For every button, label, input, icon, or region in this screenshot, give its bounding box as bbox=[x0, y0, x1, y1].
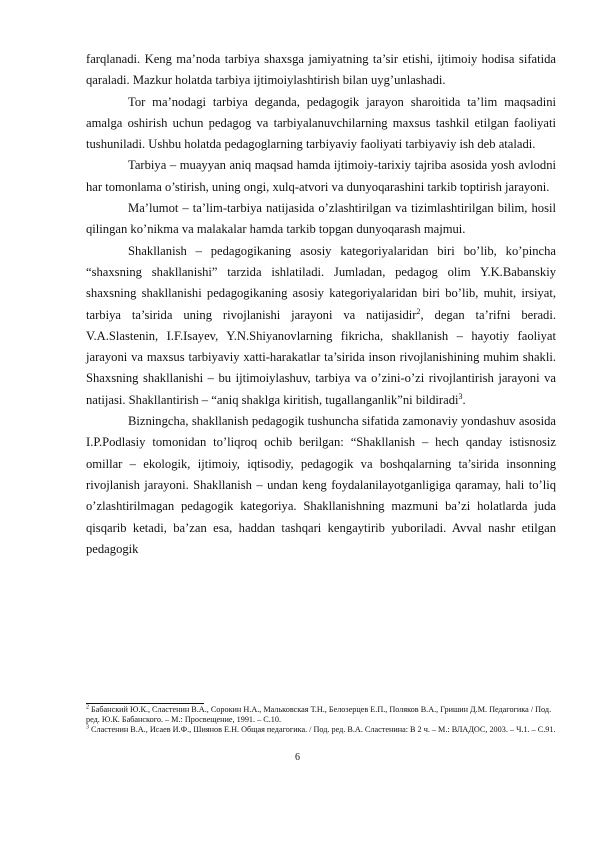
footnote-text: Бабанский Ю.К., Сластенин В.А., Сорокин Н.А., Мальковская Т.Н., Белозерцев Е.П., Поляков В.А., Гришин Д.М. Педагогика / Под. ред. Ю.К. Бабанского. – М.: Просвещение, 1991. – С.10. bbox=[86, 705, 552, 725]
footnote-mark: 2 bbox=[86, 704, 89, 711]
paragraph-text: Shakllanish – pedagogikaning asosiy kategoriyalaridan biri bo’lib, ko’pincha “shaxsning shakllanishi” tarzida ishlatiladi. Jumladan, pedagog olim Y.K.Babanskiy shaxsning shakllanishi pedagogikaning asosiy kategoriyalaridan biri bo’lib, muhit, irsiyat, tarbiya ta’sirida uning rivojlanishi jarayoni va natijasidir bbox=[86, 243, 556, 322]
footnote-ref[interactable]: 2 bbox=[416, 306, 421, 316]
paragraph-text: , degan ta’rifni beradi. V.A.Slastenin, I.F.Isayev, Y.N.Shiyanovlarning fikricha, shakllanish – hayotiy faoliyat jarayoni va maxsus tarbiyaviy xatti-harakatlar ta’sirida inson rivojlanishining muhim shakli. Shaxsning shakllanishi – bu ijtimoiylashuv, tarbiya va o’zini-o’zi rivojlantirish jarayoni va natijasi. Shakllantirish – “aniq shaklga kiritish, tugallanganlik”ni bildiradi bbox=[86, 307, 556, 407]
footnote bbox=[86, 705, 556, 725]
footnote-text: Сластенин В.А., Исаев И.Ф., Шиянов Е.Н. Общая педагогика. / Под. ред. В.А. Сластенина: В 2 ч. – М.: ВЛАДОС, 2003. – Ч.1. – С.91. bbox=[89, 725, 556, 735]
paragraph-text: . bbox=[462, 392, 466, 407]
paragraph: Tarbiya – muayyan aniq maqsad hamda ijtimoiy-tarixiy tajriba asosida yosh avlodni har tomonlama o’stirish, uning ongi, xulq-atvori va dunyoqarashini tarkib toptirish jarayoni. bbox=[86, 158, 556, 194]
footnote bbox=[86, 725, 556, 735]
footnote-ref[interactable]: 3 bbox=[458, 391, 463, 401]
paragraph: Tor ma’nodagi tarbiya deganda, pedagogik jarayon sharoitida ta’lim maqsadini amalga oshirish uchun pedagog va tarbiyalanuvchilarning maxsus tashkil etilgan faoliyati tushuniladi. Ushbu holatda pedagoglarning tarbiyaviy faoliyati tarbiyaviy ish deb ataladi. bbox=[86, 94, 556, 152]
paragraph-shakllanish bbox=[86, 241, 556, 411]
paragraph: farqlanadi. Keng ma’noda tarbiya shaxsga jamiyatning ta’sir etishi, ijtimoiy hodisa sifatida qaraladi. Mazkur holatda tarbiya ijtimoiylashtirish bilan uyg’unlashadi. bbox=[86, 52, 556, 88]
footnotes bbox=[86, 705, 556, 736]
paragraph: Ma’lumot – ta’lim-tarbiya natijasida o’zlashtirilgan va tizimlashtirilgan bilim, hosil qilingan ko’nikma va malakalar hamda tarkib topgan dunyoqarash majmui. bbox=[86, 201, 556, 237]
footnote-divider bbox=[86, 703, 204, 704]
paragraph: Bizningcha, shakllanish pedagogik tushuncha sifatida zamonaviy yondashuv asosida I.P.Podlasiy tomonidan to’liqroq ochib berilgan: “Shakllanish – hech qanday istisnosiz omillar – ekologik, ijtimoiy, iqtisodiy, pedagogik va boshqalarning ta’sirida insonning rivojlanish jarayoni. Shakllanish – undan keng foydalanilayotganligiga qaramay, hali to’liq o’zlashtirilmagan pedagogik kategoriya. Shakllanishning mazmuni ba’zi holatlarda juda qisqarib ketadi, ba’zan esa, haddan tashqari kengaytirib yuboriladi. Avval nashr etilgan pedagogik bbox=[86, 414, 556, 556]
page-number: 6 bbox=[295, 752, 300, 763]
page-body bbox=[86, 49, 556, 560]
footnote-mark: 3 bbox=[86, 724, 89, 731]
